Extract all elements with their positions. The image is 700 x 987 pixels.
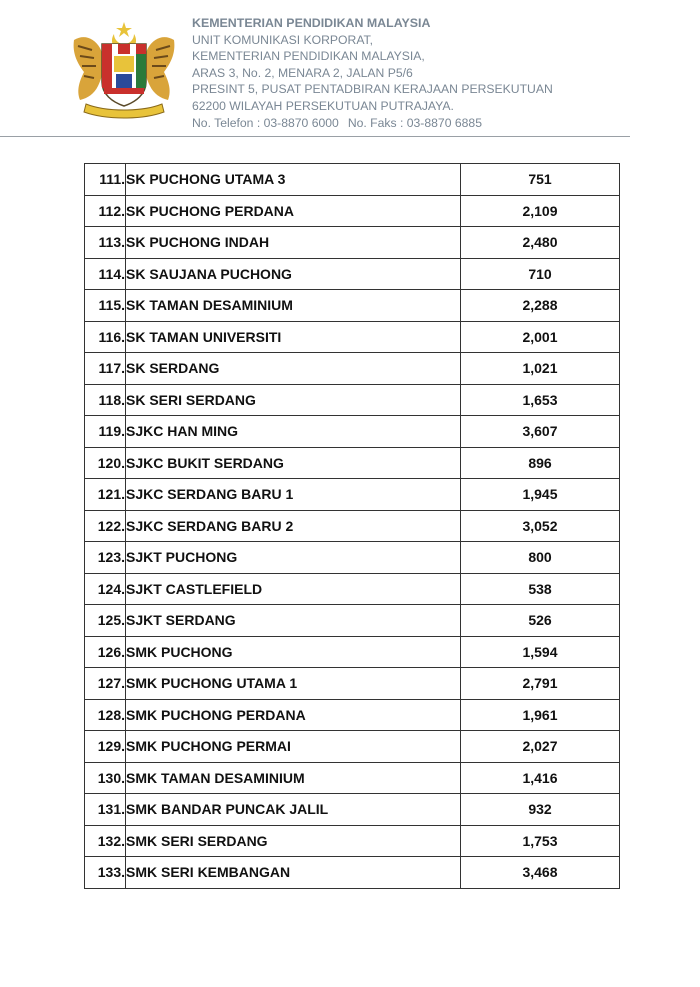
table-row (85, 825, 620, 857)
table-row (85, 164, 620, 196)
school-name-cell: SJKC HAN MING (126, 416, 461, 448)
student-count-cell: 1,416 (461, 762, 620, 794)
address-line: KEMENTERIAN PENDIDIKAN MALAYSIA, (192, 49, 425, 64)
table-row (85, 290, 620, 322)
table-row (85, 573, 620, 605)
student-count-cell: 1,753 (461, 825, 620, 857)
malaysia-coat-of-arms-icon (66, 20, 182, 122)
school-name-cell: SK PUCHONG INDAH (126, 227, 461, 259)
student-count-cell: 1,021 (461, 353, 620, 385)
table-row (85, 857, 620, 889)
student-count-cell: 1,594 (461, 636, 620, 668)
student-count-cell: 1,945 (461, 479, 620, 511)
row-number-cell: 131. (85, 794, 126, 826)
student-count-cell: 526 (461, 605, 620, 637)
table-row (85, 195, 620, 227)
student-count-cell: 710 (461, 258, 620, 290)
school-name-cell: SMK BANDAR PUNCAK JALIL (126, 794, 461, 826)
row-number-cell: 130. (85, 762, 126, 794)
school-name-cell: SK SERDANG (126, 353, 461, 385)
fax-number: No. Faks : 03-8870 6885 (347, 115, 482, 130)
student-count-cell: 932 (461, 794, 620, 826)
table-row (85, 731, 620, 763)
student-count-cell: 2,791 (461, 668, 620, 700)
row-number-cell: 132. (85, 825, 126, 857)
header-divider (0, 136, 630, 137)
row-number-cell: 113. (85, 227, 126, 259)
contact-line (192, 115, 553, 132)
row-number-cell: 115. (85, 290, 126, 322)
table-row (85, 479, 620, 511)
table-row (85, 605, 620, 637)
school-name-cell: SJKT PUCHONG (126, 542, 461, 574)
school-name-cell: SJKC SERDANG BARU 1 (126, 479, 461, 511)
school-name-cell: SMK SERI KEMBANGAN (126, 857, 461, 889)
organization-name: KEMENTERIAN PENDIDIKAN MALAYSIA (192, 16, 431, 30)
address-line: 62200 WILAYAH PERSEKUTUAN PUTRAJAYA. (192, 98, 454, 113)
table-row (85, 668, 620, 700)
school-enrolment-table (84, 163, 620, 889)
table-row (85, 353, 620, 385)
school-name-cell: SK TAMAN UNIVERSITI (126, 321, 461, 353)
address-line: ARAS 3, No. 2, MENARA 2, JALAN P5/6 (192, 65, 413, 80)
student-count-cell: 896 (461, 447, 620, 479)
row-number-cell: 118. (85, 384, 126, 416)
student-count-cell: 3,607 (461, 416, 620, 448)
address-line: PRESINT 5, PUSAT PENTADBIRAN KERAJAAN PERSEKUTUAN (192, 82, 553, 97)
row-number-cell: 124. (85, 573, 126, 605)
table-row (85, 794, 620, 826)
school-name-cell: SMK PUCHONG (126, 636, 461, 668)
row-number-cell: 122. (85, 510, 126, 542)
table-row (85, 227, 620, 259)
student-count-cell: 3,052 (461, 510, 620, 542)
table-row (85, 636, 620, 668)
table-row (85, 416, 620, 448)
table-row (85, 384, 620, 416)
telephone-number: No. Telefon : 03-8870 6000 (192, 115, 339, 130)
school-name-cell: SMK PUCHONG UTAMA 1 (126, 668, 461, 700)
school-name-cell: SK PUCHONG UTAMA 3 (126, 164, 461, 196)
school-name-cell: SK PUCHONG PERDANA (126, 195, 461, 227)
student-count-cell: 2,288 (461, 290, 620, 322)
student-count-cell: 2,109 (461, 195, 620, 227)
row-number-cell: 119. (85, 416, 126, 448)
school-name-cell: SJKC BUKIT SERDANG (126, 447, 461, 479)
table-row (85, 542, 620, 574)
school-name-cell: SJKC SERDANG BARU 2 (126, 510, 461, 542)
student-count-cell: 800 (461, 542, 620, 574)
row-number-cell: 128. (85, 699, 126, 731)
school-name-cell: SK SERI SERDANG (126, 384, 461, 416)
row-number-cell: 117. (85, 353, 126, 385)
table-row (85, 510, 620, 542)
school-name-cell: SK TAMAN DESAMINIUM (126, 290, 461, 322)
student-count-cell: 2,001 (461, 321, 620, 353)
row-number-cell: 116. (85, 321, 126, 353)
row-number-cell: 112. (85, 195, 126, 227)
student-count-cell: 1,653 (461, 384, 620, 416)
letterhead (0, 0, 700, 140)
student-count-cell: 2,480 (461, 227, 620, 259)
student-count-cell: 1,961 (461, 699, 620, 731)
school-name-cell: SMK PUCHONG PERDANA (126, 699, 461, 731)
student-count-cell: 538 (461, 573, 620, 605)
school-name-cell: SMK TAMAN DESAMINIUM (126, 762, 461, 794)
row-number-cell: 120. (85, 447, 126, 479)
row-number-cell: 126. (85, 636, 126, 668)
student-count-cell: 2,027 (461, 731, 620, 763)
school-name-cell: SK SAUJANA PUCHONG (126, 258, 461, 290)
table-row (85, 699, 620, 731)
row-number-cell: 111. (85, 164, 126, 196)
school-name-cell: SJKT CASTLEFIELD (126, 573, 461, 605)
address-line: UNIT KOMUNIKASI KORPORAT, (192, 32, 374, 47)
school-name-cell: SMK SERI SERDANG (126, 825, 461, 857)
row-number-cell: 133. (85, 857, 126, 889)
table-row (85, 762, 620, 794)
row-number-cell: 129. (85, 731, 126, 763)
table-row (85, 258, 620, 290)
row-number-cell: 123. (85, 542, 126, 574)
organization-address (192, 15, 553, 131)
row-number-cell: 114. (85, 258, 126, 290)
table-row (85, 447, 620, 479)
school-name-cell: SJKT SERDANG (126, 605, 461, 637)
row-number-cell: 121. (85, 479, 126, 511)
row-number-cell: 125. (85, 605, 126, 637)
table-row (85, 321, 620, 353)
school-name-cell: SMK PUCHONG PERMAI (126, 731, 461, 763)
student-count-cell: 751 (461, 164, 620, 196)
student-count-cell: 3,468 (461, 857, 620, 889)
row-number-cell: 127. (85, 668, 126, 700)
